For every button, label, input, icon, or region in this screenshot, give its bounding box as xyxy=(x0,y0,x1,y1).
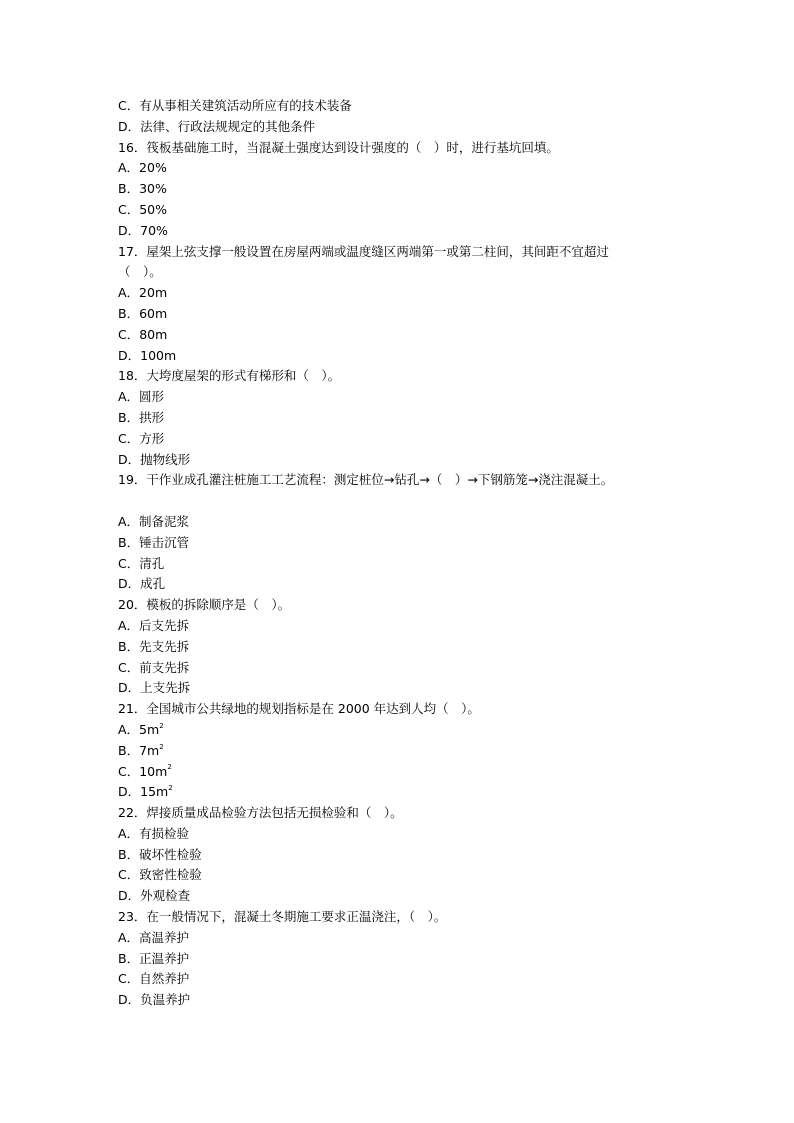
question-18: 18．大垮度屋架的形式有梯形和（ ）。 xyxy=(118,368,341,384)
option-b: B．破坏性检验 xyxy=(118,846,202,862)
question-22: 22．焊接质量成品检验方法包括无损检验和（ ）。 xyxy=(118,805,403,821)
question-17-continuation: （ ）。 xyxy=(118,264,162,280)
option-text: B．7m xyxy=(118,742,160,758)
option-d: D．外观检查 xyxy=(118,888,191,904)
option-c xyxy=(118,762,718,783)
option-d: D．负温养护 xyxy=(118,992,191,1008)
option-a: A．高温养护 xyxy=(118,929,190,945)
option-a: A．20% xyxy=(118,160,167,176)
option-d: D．上支先拆 xyxy=(118,680,191,696)
option-b: B．30% xyxy=(118,181,167,197)
question-16: 16．筏板基础施工时，当混凝土强度达到设计强度的（ ）时，进行基坑回填。 xyxy=(118,139,559,155)
option-b: B．拱形 xyxy=(118,409,165,425)
question-17: 17．屋架上弦支撑一般设置在房屋两端或温度缝区两端第一或第二柱间，其间距不宜超过 xyxy=(118,243,609,259)
question-21: 21．全国城市公共绿地的规划指标是在 2000 年达到人均（ ）。 xyxy=(118,701,480,717)
superscript: 2 xyxy=(167,763,172,772)
superscript: 2 xyxy=(159,742,164,751)
option-d: D．70% xyxy=(118,222,168,238)
option-d xyxy=(118,782,718,803)
option-text: D．15m xyxy=(118,784,169,800)
question-19: 19．干作业成孔灌注桩施工工艺流程：测定桩位→钻孔→（ ）→下钢筋笼→浇注混凝土。 xyxy=(118,472,614,488)
option-c: C．50% xyxy=(118,201,168,217)
option-a: A．20m xyxy=(118,285,168,301)
option-a: A．制备泥浆 xyxy=(118,513,190,529)
option-a: A．圆形 xyxy=(118,389,165,405)
option-c: C．自然养护 xyxy=(118,971,190,987)
option-text: C．10m xyxy=(118,763,168,779)
option-c: C．清孔 xyxy=(118,555,165,571)
question-20: 20．模板的拆除顺序是（ ）。 xyxy=(118,597,291,613)
option-b: B．锤击沉管 xyxy=(118,534,190,550)
superscript: 2 xyxy=(168,784,173,793)
option-c: C．前支先拆 xyxy=(118,659,190,675)
option-a: A．有损检验 xyxy=(118,825,190,841)
option-b xyxy=(118,741,718,762)
option-b: B．60m xyxy=(118,305,168,321)
option-d: D．成孔 xyxy=(118,576,166,592)
option-c: C．方形 xyxy=(118,430,165,446)
question-23: 23．在一般情况下，混凝土冬期施工要求正温浇注，（ ）。 xyxy=(118,909,447,925)
option-d: D．抛物线形 xyxy=(118,451,191,467)
superscript: 2 xyxy=(159,721,164,730)
option-c: C．有从事相关建筑活动所应有的技术装备 xyxy=(118,98,352,113)
blank-line xyxy=(118,491,718,512)
option-a xyxy=(118,720,718,741)
option-text: A．5m xyxy=(118,721,160,737)
option-b: B．先支先拆 xyxy=(118,638,190,654)
option-d: D．法律、行政法规规定的其他条件 xyxy=(118,118,316,134)
option-c: C．80m xyxy=(118,326,168,342)
option-d: D．100m xyxy=(118,347,177,363)
option-c: C．致密性检验 xyxy=(118,867,202,883)
option-b: B．正温养护 xyxy=(118,950,190,966)
option-a: A．后支先拆 xyxy=(118,617,190,633)
document-page xyxy=(118,96,718,1011)
